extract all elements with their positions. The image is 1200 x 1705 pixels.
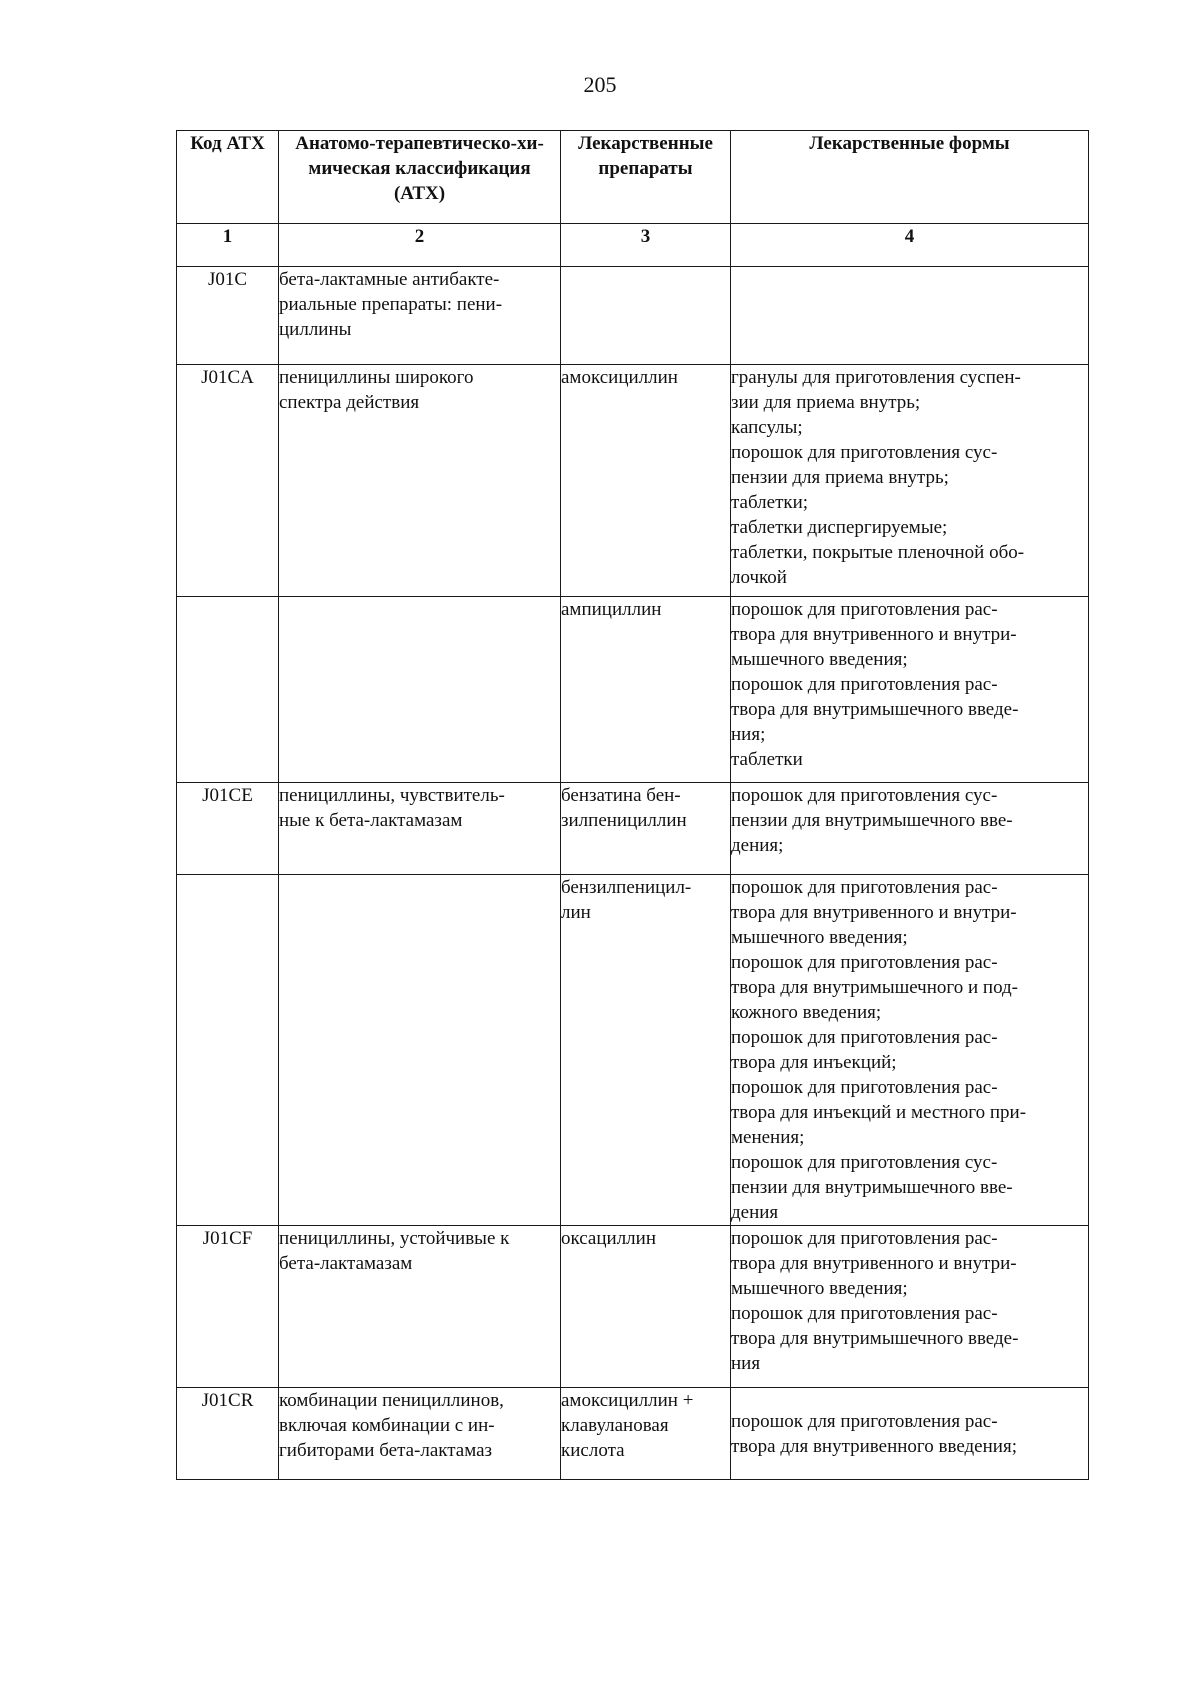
classification-line: риальные препараты: пени- (279, 294, 503, 315)
atx-code-cell: J01CA (177, 365, 279, 597)
drug-cell (561, 783, 731, 875)
column-number: 1 (177, 224, 279, 267)
drug-line: лин (561, 902, 591, 923)
dosage-form-line: мышечного введения; (731, 927, 908, 948)
dosage-form-line: порошок для приготовления рас- (731, 1077, 998, 1098)
classification-line: бета-лактамные антибакте- (279, 269, 500, 290)
drug-line: амоксициллин + (561, 1390, 694, 1411)
classification-line: циллины (279, 319, 352, 340)
dosage-form-line: твора для внутримышечного введе- (731, 699, 1019, 720)
classification-cell (279, 597, 561, 783)
dosage-form-line: порошок для приготовления сус- (731, 1152, 998, 1173)
page-number: 205 (583, 72, 617, 97)
dosage-form-line: кожного введения; (731, 1002, 882, 1023)
dosage-form-line: таблетки (731, 749, 803, 770)
dosage-form-line: порошок для приготовления рас- (731, 952, 998, 973)
header-classification-line: (АТХ) (393, 183, 446, 204)
classification-line: включая комбинации с ин- (279, 1415, 495, 1436)
dosage-form-line: мышечного введения; (731, 649, 908, 670)
dosage-form-line: капсулы; (731, 417, 803, 438)
classification-cell (279, 1388, 561, 1480)
dosage-form-line: порошок для приготовления рас- (731, 1228, 998, 1249)
drug-cell (561, 267, 731, 365)
dosage-form-line: менения; (731, 1127, 805, 1148)
table-row (177, 1388, 1089, 1480)
column-number: 2 (279, 224, 561, 267)
drug-cell (561, 875, 731, 1226)
header-classification (279, 131, 561, 224)
dosage-form-line: порошок для приготовления рас- (731, 599, 998, 620)
dosage-form-line: твора для внутривенного введения; (731, 1435, 1017, 1457)
classification-cell (279, 267, 561, 365)
dosage-forms-cell (731, 783, 1089, 875)
dosage-form-line: порошок для приготовления рас- (731, 877, 998, 898)
table-row (177, 1226, 1089, 1388)
drug-cell (561, 1226, 731, 1388)
table-row (177, 365, 1089, 597)
dosage-form-line: твора для инъекций и местного при- (731, 1102, 1027, 1123)
dosage-form-line: порошок для приготовления рас- (731, 1410, 998, 1432)
drug-cell (561, 597, 731, 783)
classification-line: пенициллины, чувствитель- (279, 785, 505, 806)
dosage-form-line: лочкой (731, 567, 787, 588)
dosage-form-line: твора для внутривенного и внутри- (731, 902, 1017, 923)
dosage-form-line: твора для внутримышечного введе- (731, 1328, 1019, 1349)
drug-line: ампициллин (561, 599, 662, 620)
dosage-form-line: таблетки; (731, 492, 809, 513)
header-row (177, 131, 1089, 224)
drug-cell (561, 365, 731, 597)
classification-line: пенициллины, устойчивые к (279, 1228, 510, 1249)
classification-cell (279, 365, 561, 597)
table-row (177, 267, 1089, 365)
header-drugs-line: Лекарственные (578, 133, 713, 154)
dosage-forms-cell (731, 365, 1089, 597)
table-row (177, 597, 1089, 783)
classification-line: бета-лактамазам (279, 1253, 413, 1274)
dosage-form-line: дения (731, 1202, 779, 1223)
drug-line: клавулановая (561, 1415, 669, 1436)
table-row (177, 875, 1089, 1226)
dosage-form-line: твора для инъекций; (731, 1052, 897, 1073)
dosage-form-line: твора для внутримышечного и под- (731, 977, 1019, 998)
atx-code-cell (177, 597, 279, 783)
atx-code-cell (177, 875, 279, 1226)
header-drugs (561, 131, 731, 224)
atx-code-cell: J01C (177, 267, 279, 365)
dosage-forms-cell (731, 597, 1089, 783)
dosage-form-line: порошок для приготовления рас- (731, 1303, 998, 1324)
dosage-form-line: дения; (731, 835, 784, 856)
header-dosage-forms: Лекарственные формы (731, 131, 1089, 224)
dosage-form-line: твора для внутривенного и внутри- (731, 1253, 1017, 1274)
drug-line: бензатина бен- (561, 785, 681, 806)
atx-table (176, 130, 1089, 1480)
drug-line: амоксициллин (561, 367, 678, 388)
dosage-form-line: пензии для внутримышечного вве- (731, 1177, 1013, 1198)
drug-line: оксациллин (561, 1228, 656, 1249)
header-code: Код АТХ (177, 131, 279, 224)
dosage-form-line: пензии для приема внутрь; (731, 467, 949, 488)
table-body (177, 267, 1089, 1480)
atx-code-cell: J01CE (177, 783, 279, 875)
drug-line: бензилпеницил- (561, 877, 692, 898)
table-row (177, 783, 1089, 875)
classification-cell (279, 1226, 561, 1388)
header-classification-line: Анатомо-терапевтическо-хи- (295, 133, 544, 154)
header-drugs-line: препараты (598, 158, 693, 179)
dosage-form-line: зии для приема внутрь; (731, 392, 921, 413)
atx-code-cell: J01CR (177, 1388, 279, 1480)
dosage-form-line: порошок для приготовления рас- (731, 674, 998, 695)
column-number: 3 (561, 224, 731, 267)
dosage-form-line: порошок для приготовления рас- (731, 1027, 998, 1048)
classification-line: комбинации пенициллинов, (279, 1390, 504, 1411)
dosage-form-line: гранулы для приготовления суспен- (731, 367, 1021, 388)
classification-line: спектра действия (279, 392, 420, 413)
dosage-form-line: таблетки диспергируемые; (731, 517, 948, 538)
atx-code-cell: J01CF (177, 1226, 279, 1388)
column-number: 4 (731, 224, 1089, 267)
dosage-forms-cell (731, 1388, 1089, 1480)
classification-line: пенициллины широкого (279, 367, 474, 388)
classification-line: ные к бета-лактамазам (279, 810, 463, 831)
column-number-row (177, 224, 1089, 267)
header-classification-line: мическая классификация (308, 158, 531, 179)
dosage-form-line: пензии для внутримышечного вве- (731, 810, 1013, 831)
dosage-form-line: ния (731, 1353, 761, 1374)
dosage-form-line: порошок для приготовления сус- (731, 785, 998, 806)
drug-cell (561, 1388, 731, 1480)
dosage-form-line: твора для внутривенного и внутри- (731, 624, 1017, 645)
drug-line: кислота (561, 1440, 625, 1461)
classification-line: гибиторами бета-лактамаз (279, 1440, 493, 1461)
classification-cell (279, 875, 561, 1226)
dosage-form-line: порошок для приготовления сус- (731, 442, 998, 463)
dosage-forms-cell (731, 875, 1089, 1226)
classification-cell (279, 783, 561, 875)
dosage-forms-cell (731, 1226, 1089, 1388)
dosage-form-line: мышечного введения; (731, 1278, 908, 1299)
drug-line: зилпенициллин (561, 810, 687, 831)
dosage-form-line: таблетки, покрытые пленочной обо- (731, 542, 1025, 563)
dosage-form-line: ния; (731, 724, 766, 745)
dosage-forms-cell (731, 267, 1089, 365)
